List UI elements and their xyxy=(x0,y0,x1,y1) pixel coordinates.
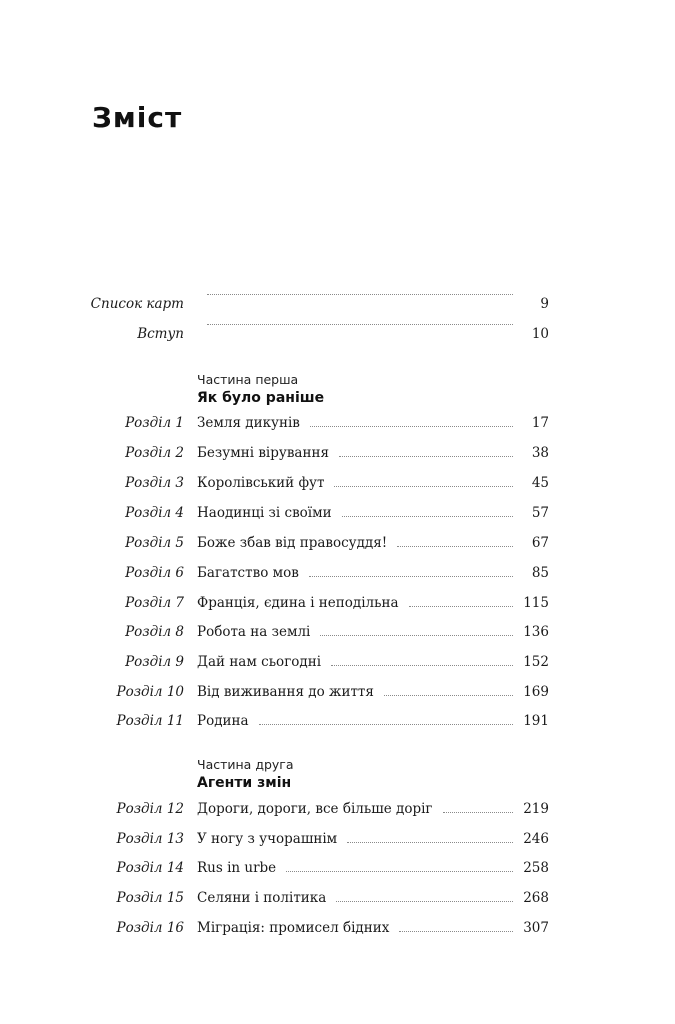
dot-leader xyxy=(347,841,513,843)
toc-title: Дай нам сьогодні xyxy=(197,654,322,670)
toc-page: 136 xyxy=(523,624,549,640)
toc-page: 169 xyxy=(523,684,549,700)
part-subtitle: Частина друга xyxy=(197,757,294,772)
part-subtitle: Частина перша xyxy=(197,372,299,387)
toc-label: Розділ 9 xyxy=(125,654,184,670)
toc-title: Наодинці зі своїми xyxy=(197,505,332,521)
dot-leader xyxy=(310,425,513,427)
toc-label: Розділ 2 xyxy=(125,445,184,461)
toc-label: Розділ 16 xyxy=(116,920,184,936)
toc-page: 258 xyxy=(523,860,549,876)
toc-page: 38 xyxy=(531,445,549,461)
toc-page: 191 xyxy=(523,713,549,729)
toc-page: 219 xyxy=(523,801,549,817)
toc-label: Розділ 10 xyxy=(116,684,184,700)
toc-label: Розділ 7 xyxy=(125,595,184,611)
toc-row[interactable] xyxy=(0,562,675,584)
toc-page: 85 xyxy=(531,565,549,581)
dot-leader xyxy=(207,293,513,295)
toc-row[interactable] xyxy=(0,651,675,673)
toc-title: Земля дикунів xyxy=(197,415,300,431)
toc-row[interactable] xyxy=(0,917,675,939)
toc-page: 115 xyxy=(523,595,549,611)
dot-leader xyxy=(336,900,513,902)
toc-row[interactable] xyxy=(0,532,675,554)
toc-row[interactable] xyxy=(0,798,675,820)
page-title: Зміст xyxy=(92,101,183,134)
toc-page: 9 xyxy=(540,296,549,312)
toc-label: Розділ 14 xyxy=(116,860,184,876)
dot-leader xyxy=(339,455,513,457)
toc-row[interactable] xyxy=(0,323,675,345)
toc-page: 57 xyxy=(531,505,549,521)
toc-row[interactable] xyxy=(0,592,675,614)
toc-title: Міграція: промисел бідних xyxy=(197,920,390,936)
toc-page: 45 xyxy=(531,475,549,491)
dot-leader xyxy=(286,870,513,872)
toc-label: Розділ 11 xyxy=(116,713,184,729)
toc-row[interactable] xyxy=(0,621,675,643)
toc-label: Розділ 13 xyxy=(116,831,184,847)
toc-page: 268 xyxy=(523,890,549,906)
toc-row[interactable] xyxy=(0,887,675,909)
toc-title: Безумні вірування xyxy=(197,445,329,461)
toc-title: Франція, єдина і неподільна xyxy=(197,595,399,611)
toc-title: Дороги, дороги, все більше доріг xyxy=(197,801,433,817)
part-title: Агенти змін xyxy=(197,775,292,791)
dot-leader xyxy=(399,930,513,932)
toc-label: Розділ 4 xyxy=(125,505,184,521)
dot-leader xyxy=(309,575,513,577)
toc-title: Rus in urbe xyxy=(197,860,277,876)
dot-leader xyxy=(384,694,513,696)
dot-leader xyxy=(397,545,513,547)
toc-label: Вступ xyxy=(137,326,184,342)
toc-title: Королівський фут xyxy=(197,475,325,491)
toc-row[interactable] xyxy=(0,857,675,879)
dot-leader xyxy=(334,485,513,487)
toc-label: Розділ 8 xyxy=(125,624,184,640)
dot-leader xyxy=(443,811,513,813)
toc-label: Розділ 15 xyxy=(116,890,184,906)
dot-leader xyxy=(320,634,513,636)
toc-page: 152 xyxy=(523,654,549,670)
toc-row[interactable] xyxy=(0,502,675,524)
toc-row[interactable] xyxy=(0,828,675,850)
toc-label: Розділ 6 xyxy=(125,565,184,581)
toc-label: Список карт xyxy=(90,296,184,312)
toc-title: Родина xyxy=(197,713,249,729)
toc-row[interactable] xyxy=(0,472,675,494)
toc-row[interactable] xyxy=(0,412,675,434)
toc-label: Розділ 1 xyxy=(125,415,184,431)
toc-title: Багатство мов xyxy=(197,565,299,581)
part-title: Як було раніше xyxy=(197,390,325,406)
toc-page: 67 xyxy=(531,535,549,551)
toc-title: У ногу з учорашнім xyxy=(197,831,338,847)
toc-title: Селяни і політика xyxy=(197,890,327,906)
toc-title: Боже збав від правосуддя! xyxy=(197,535,388,551)
dot-leader xyxy=(342,515,513,517)
dot-leader xyxy=(409,605,513,607)
toc-page: 10 xyxy=(531,326,549,342)
toc-label: Розділ 3 xyxy=(125,475,184,491)
dot-leader xyxy=(259,723,513,725)
dot-leader xyxy=(207,323,513,325)
toc-title: Робота на землі xyxy=(197,624,311,640)
toc-row[interactable] xyxy=(0,293,675,315)
toc-row[interactable] xyxy=(0,442,675,464)
toc-label: Розділ 12 xyxy=(116,801,184,817)
toc-page: 307 xyxy=(523,920,549,936)
dot-leader xyxy=(331,664,513,666)
toc-page: 17 xyxy=(531,415,549,431)
toc-row[interactable] xyxy=(0,681,675,703)
toc-label: Розділ 5 xyxy=(125,535,184,551)
toc-row[interactable] xyxy=(0,710,675,732)
toc-title: Від виживання до життя xyxy=(197,684,374,700)
toc-page: 246 xyxy=(523,831,549,847)
